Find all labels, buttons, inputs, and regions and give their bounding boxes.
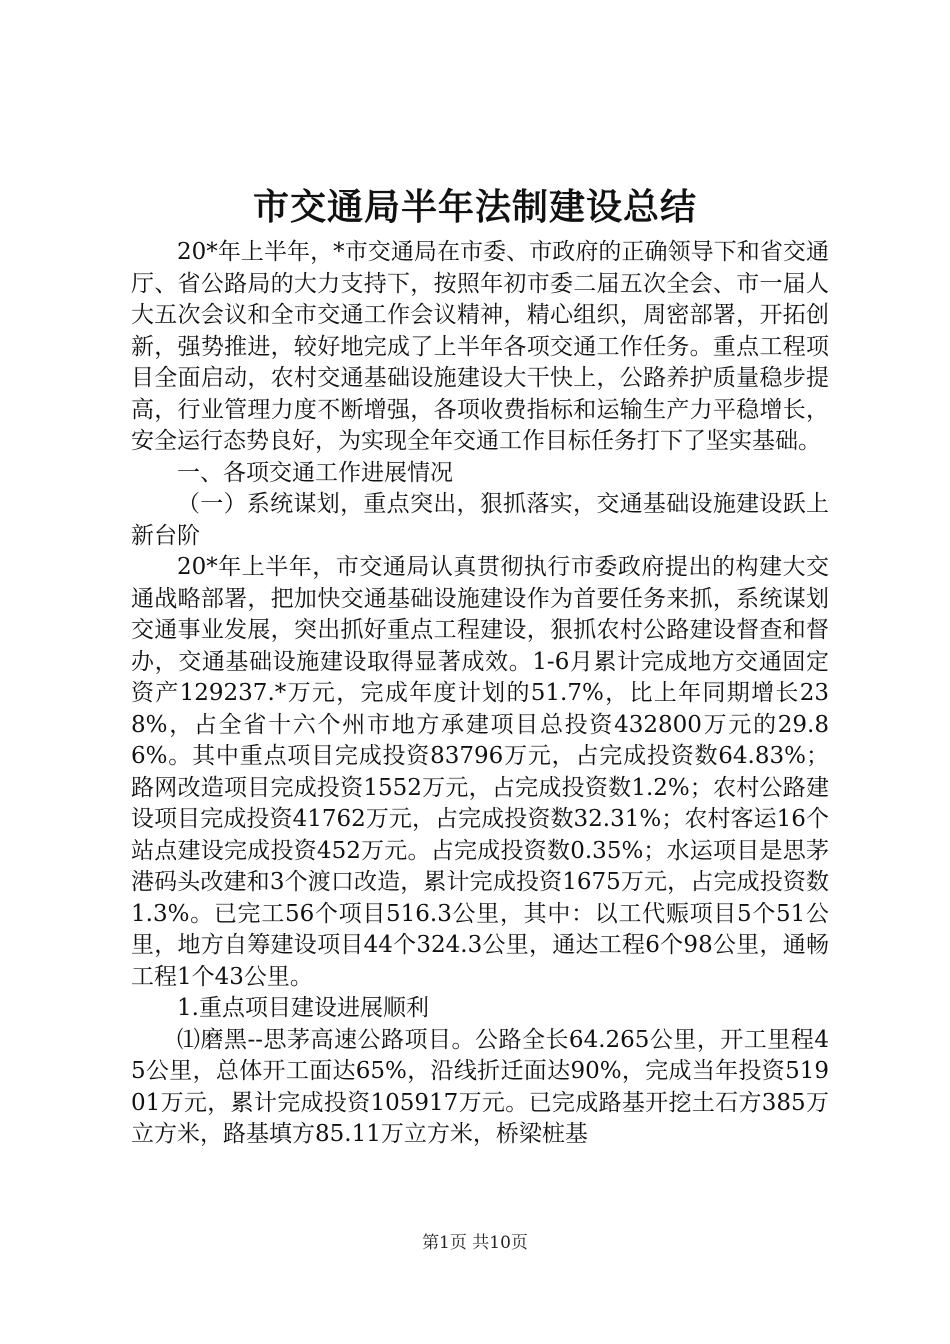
body-paragraph: ⑴磨黑--思茅高速公路项目。公路全长64.265公里，开工里程45公里，总体开工面达65%，沿线折迁面达90%，完成当年投资51901万元，累计完成投资105917万元。已完成路基开挖土石方385万立方米，路基填方85.11万立方米，桥梁桩基	[131, 1026, 829, 1147]
document-body	[131, 237, 829, 1151]
intro-paragraph: 20*年上半年，*市交通局在市委、市政府的正确领导下和省交通厅、省公路局的大力支持下，按照年初市委二届五次全会、市一届人大五次会议和全市交通工作会议精神，精心组织，周密部署，开拓创新，强势推进，较好地完成了上半年各项交通工作任务。重点工程项目全面启动，农村交通基础设施建设大干快上，公路养护质量稳步提高，行业管理力度不断增强，各项收费指标和运输生产力平稳增长，安全运行态势良好，为实现全年交通工作目标任务打下了坚实基础。	[131, 239, 829, 454]
page-footer: 第1页 共10页	[422, 1233, 528, 1253]
body-paragraph: 20*年上半年，市交通局认真贯彻执行市委政府提出的构建大交通战略部署，把加快交通基础设施建设作为首要任务来抓，系统谋划交通事业发展，突出抓好重点工程建设，狠抓农村公路建设督查和督办，交通基础设施建设取得显著成效。1-6月累计完成地方交通固定资产129237.*万元，完成年度计划的51.7%，比上年同期增长238%，占全省十六个州市地方承建项目总投资432800万元的29.86%。其中重点项目完成投资83796万元，占完成投资数64.83%；路网改造项目完成投资1552万元，占完成投资数1.2%；农村公路建设项目完成投资41762万元，占完成投资数32.31%；农村客运16个站点建设完成投资452万元。占完成投资数0.35%；水运项目是思茅港码头改建和3个渡口改造，累计完成投资1675万元，占完成投资数1.3%。已完工56个项目516.3公里，其中：以工代赈项目5个51公里，地方自筹建设项目44个324.3公里，通达工程6个98公里，通畅工程1个43公里。	[131, 554, 829, 990]
item-heading: 1.重点项目建设进展顺利	[177, 995, 429, 1021]
section-heading: 一、各项交通工作进展情况	[177, 459, 453, 486]
subsection-heading: （一）系统谋划，重点突出，狠抓落实，交通基础设施建设跃上新台阶	[131, 491, 829, 549]
document-title: 市交通局半年法制建设总结	[252, 186, 697, 228]
